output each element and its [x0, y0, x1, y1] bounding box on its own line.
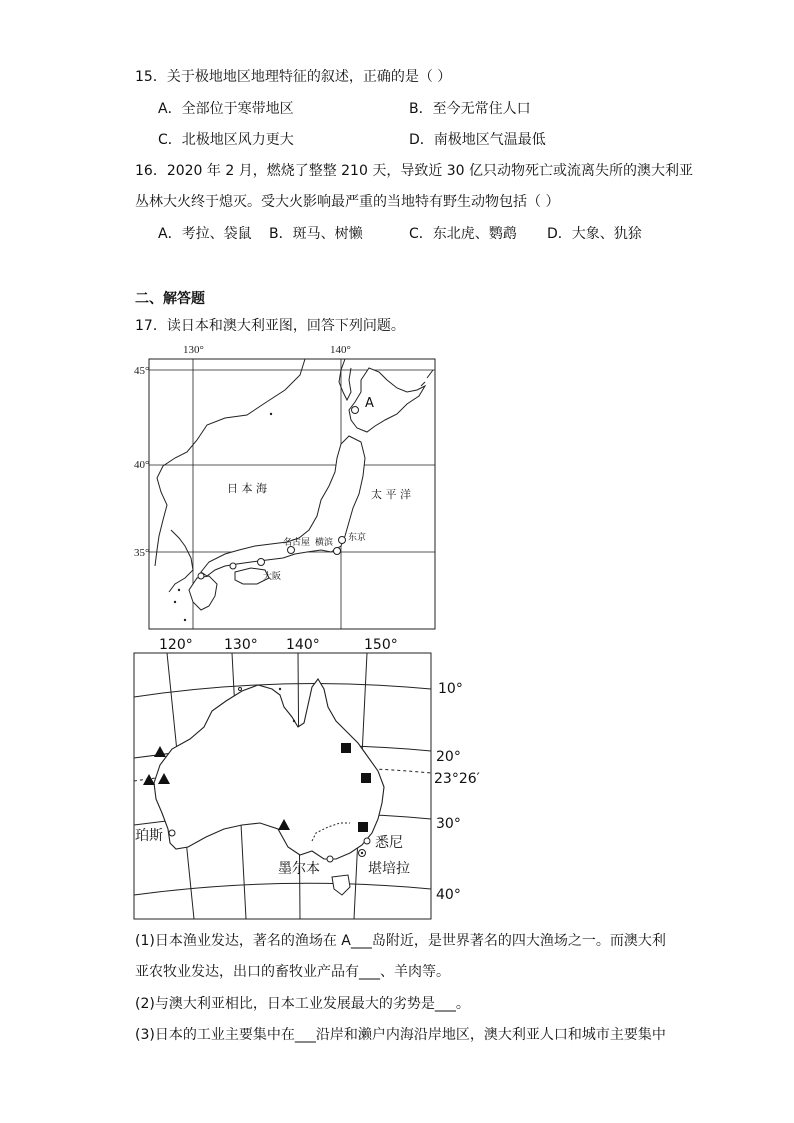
- lon-label-130: 130°: [183, 344, 204, 356]
- city-marker: [230, 563, 236, 569]
- canberra-label: 堪培拉: [368, 861, 410, 877]
- point-a-marker: [352, 407, 359, 414]
- sydney-label: 悉尼: [375, 835, 403, 851]
- sea-of-japan-label: 日 本 海: [227, 482, 267, 495]
- japan-map: [135, 340, 440, 632]
- q17-sub3: (3)日本的工业主要集中在___沿岸和濑户内海沿岸地区，澳大利亚人口和城市主要集中: [135, 1027, 666, 1043]
- perth-label: 珀斯: [135, 828, 163, 844]
- hokkaido: [349, 368, 425, 432]
- honshu: [201, 436, 365, 576]
- q15-stem: 15．关于极地地区地理特征的叙述，正确的是（ ）: [135, 69, 452, 85]
- melbourne-label: 墨尔本: [278, 861, 320, 877]
- q16-stem-line1: 16．2020 年 2 月，燃烧了整整 210 天，导致近 30 亿只动物死亡或流离失所的澳大利亚: [135, 163, 694, 179]
- lat-label-40: 40°: [436, 887, 461, 903]
- island-dot: [239, 688, 242, 691]
- lat-label-10: 10°: [438, 681, 463, 697]
- osaka-marker: [258, 559, 265, 566]
- q17-sub1-line2: 亚农牧业发达，出口的畜牧业产品有___、羊肉等。: [135, 964, 450, 980]
- section-title: 二、解答题: [135, 291, 205, 307]
- q15-option-a: A．全部位于寒带地区: [158, 101, 294, 117]
- osaka-label: 大阪: [263, 572, 282, 582]
- parallel-10: [134, 684, 431, 697]
- point-a-label: A: [365, 396, 374, 411]
- australia-outline: [154, 679, 384, 859]
- mainland-coast: [155, 359, 305, 566]
- island-dot: [293, 720, 295, 722]
- lat-label-45: 45°: [134, 365, 150, 377]
- lon-label-150: 150°: [364, 637, 398, 653]
- lat-label-20: 20°: [436, 749, 461, 765]
- q15-option-b: B．至今无常住人口: [409, 101, 531, 117]
- sydney-marker: [364, 838, 370, 844]
- canberra-dot: [361, 852, 363, 854]
- lon-label-140: 140°: [330, 344, 351, 356]
- q16-option-c: C．东北虎、鹦鹉: [409, 226, 517, 242]
- lon-label-140: 140°: [286, 637, 320, 653]
- kuril-islands: [421, 370, 433, 386]
- lon-label-130: 130°: [224, 637, 258, 653]
- perth-marker: [169, 830, 175, 836]
- yokohama-marker: [334, 548, 341, 555]
- q17-sub1-line1: (1)日本渔业发达，著名的渔场在 A___岛附近，是世界著名的四大渔场之一。而澳大利: [135, 933, 666, 949]
- q15-option-c: C．北极地区风力更大: [158, 132, 294, 148]
- parallel-40: [134, 883, 431, 895]
- island-dot: [279, 688, 281, 690]
- island-dot: [178, 589, 180, 591]
- triangle-marker: [143, 774, 155, 785]
- city-marker: [198, 573, 204, 579]
- australia-map: [132, 633, 480, 921]
- square-marker: [341, 743, 351, 753]
- square-marker: [358, 822, 368, 832]
- q17-stem: 17．读日本和澳大利亚图，回答下列问题。: [135, 318, 405, 334]
- q16-stem-line2: 丛林大火终于熄灭。受大火影响最严重的当地特有野生动物包括（ ）: [135, 194, 560, 210]
- tokyo-marker: [339, 537, 346, 544]
- triangle-marker: [154, 746, 166, 757]
- square-marker: [361, 773, 371, 783]
- q15-option-d: D．南极地区气温最低: [409, 132, 546, 148]
- q16-option-b: B．斑马、树懒: [269, 226, 363, 242]
- melbourne-marker: [327, 856, 333, 862]
- q17-sub2: (2)与澳大利亚相比，日本工业发展最大的劣势是___。: [135, 996, 470, 1012]
- q16-option-a: A．考拉、袋鼠: [158, 226, 252, 242]
- nagoya-label: 名古屋: [283, 538, 311, 548]
- pacific-ocean-label: 太 平 洋: [371, 488, 411, 501]
- island-dot: [174, 601, 176, 603]
- island-dot: [184, 619, 186, 621]
- lon-label-120: 120°: [159, 637, 193, 653]
- island-dot: [270, 413, 272, 415]
- tokyo-label: 东京: [348, 533, 367, 543]
- yokohama-label: 横滨: [315, 538, 334, 548]
- lat-label-35: 35°: [134, 547, 150, 559]
- tasmania: [332, 875, 350, 895]
- korea-coast: [169, 530, 193, 592]
- lat-label-30: 30°: [436, 816, 461, 832]
- lat-label-40: 40°: [134, 459, 150, 471]
- lat-label-tropic: 23°26′: [434, 771, 480, 787]
- q16-option-d: D．大象、犰狳: [547, 226, 642, 242]
